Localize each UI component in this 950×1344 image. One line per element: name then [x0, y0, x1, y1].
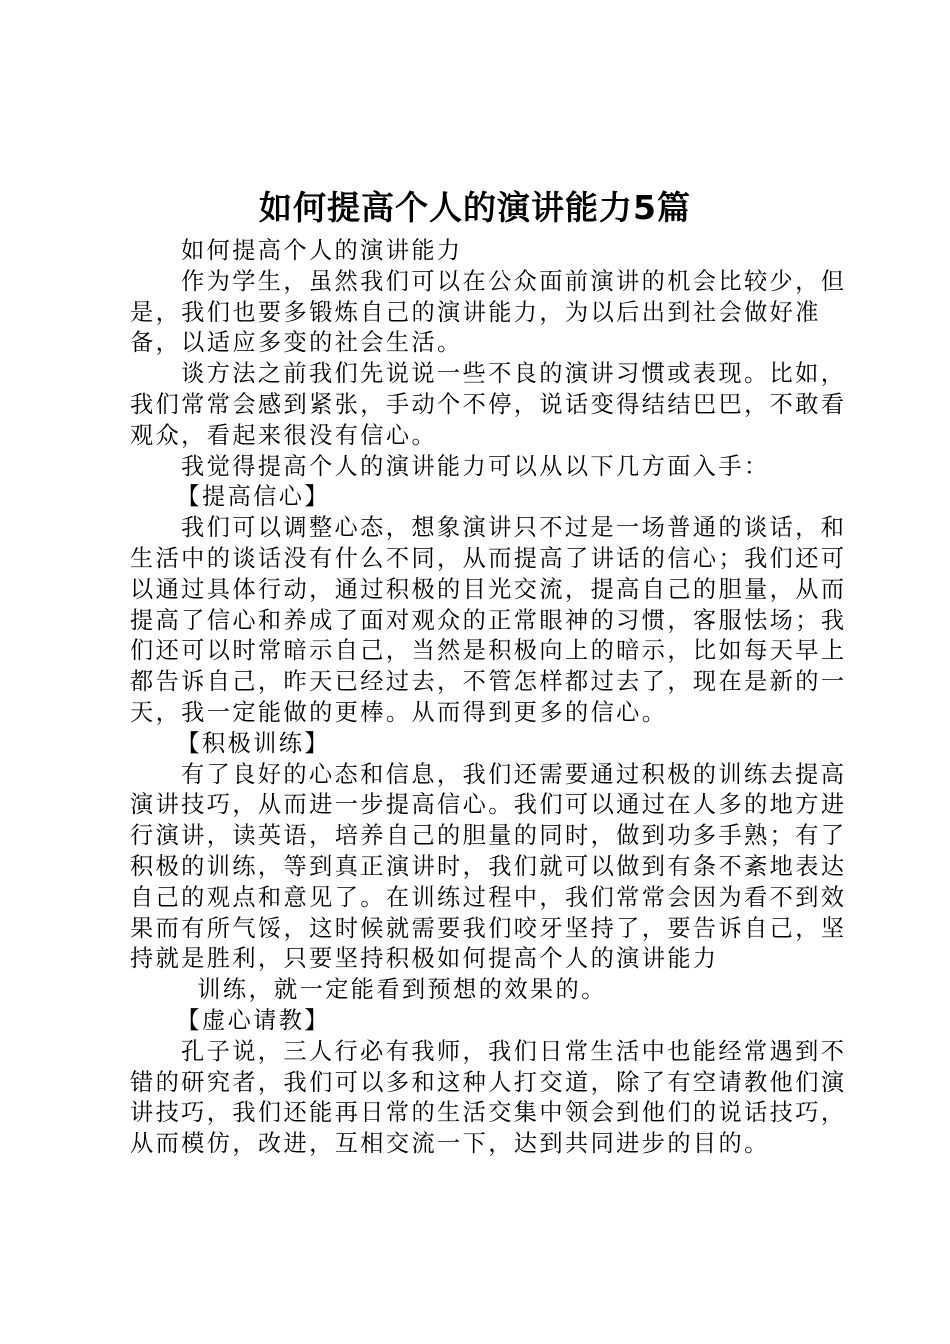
body-paragraph: 我们可以调整心态，想象演讲只不过是一场普通的谈话，和生活中的谈话没有什么不同，从而提高了讲话的信心；我们还可以通过具体行动，通过积极的目光交流，提高自己的胆量，从而提高了信心和养成了面对观众的正常眼神的习惯，客服怯场；我们还可以时常暗示自己，当然是积极向上的暗示，比如每天早上都告诉自己，昨天已经过去，不管怎样都过去了，现在是新的一天，我一定能做的更棒。从而得到更多的信心。 — [130, 514, 847, 726]
section-heading: 【提高信心】 — [176, 483, 330, 511]
body-paragraph: 我觉得提高个人的演讲能力可以从以下几方面入手： — [181, 452, 770, 480]
body-paragraph-continuation: 训练，就一定能看到预想的效果的。 — [197, 976, 607, 1004]
body-paragraph: 作为学生，虽然我们可以在公众面前演讲的机会比较少，但是，我们也要多锻炼自己的演讲能力，为以后出到社会做好准备，以适应多变的社会生活。 — [130, 267, 847, 357]
document-title: 如何提高个人的演讲能力5篇 — [259, 188, 691, 227]
document-body — [130, 236, 850, 1160]
section-heading: 【虚心请教】 — [176, 1006, 330, 1034]
subtitle-paragraph: 如何提高个人的演讲能力 — [181, 237, 463, 264]
body-paragraph: 有了良好的心态和信息，我们还需要通过积极的训练去提高演讲技巧，从而进一步提高信心。我们可以通过在人多的地方进行演讲，读英语，培养自己的胆量的同时，做到功多手熟；有了积极的训练，等到真正演讲时，我们就可以做到有条不紊地表达自己的观点和意见了。在训练过程中，我们常常会因为看不到效果而有所气馁，这时候就需要我们咬牙坚持了，要告诉自己，坚持就是胜利，只要坚持积极如何提高个人的演讲能力 — [130, 760, 847, 973]
body-paragraph: 谈方法之前我们先说说一些不良的演讲习惯或表现。比如，我们常常会感到紧张，手动个不停，说话变得结结巴巴，不敢看观众，看起来很没有信心。 — [130, 360, 847, 449]
body-paragraph: 孔子说，三人行必有我师，我们日常生活中也能经常遇到不错的研究者，我们可以多和这种人打交道，除了有空请教他们演讲技巧，我们还能再日常的生活交集中领会到他们的说话技巧，从而模仿，改进，互相交流一下，达到共同进步的目的。 — [130, 1037, 847, 1158]
section-heading: 【积极训练】 — [176, 729, 330, 757]
